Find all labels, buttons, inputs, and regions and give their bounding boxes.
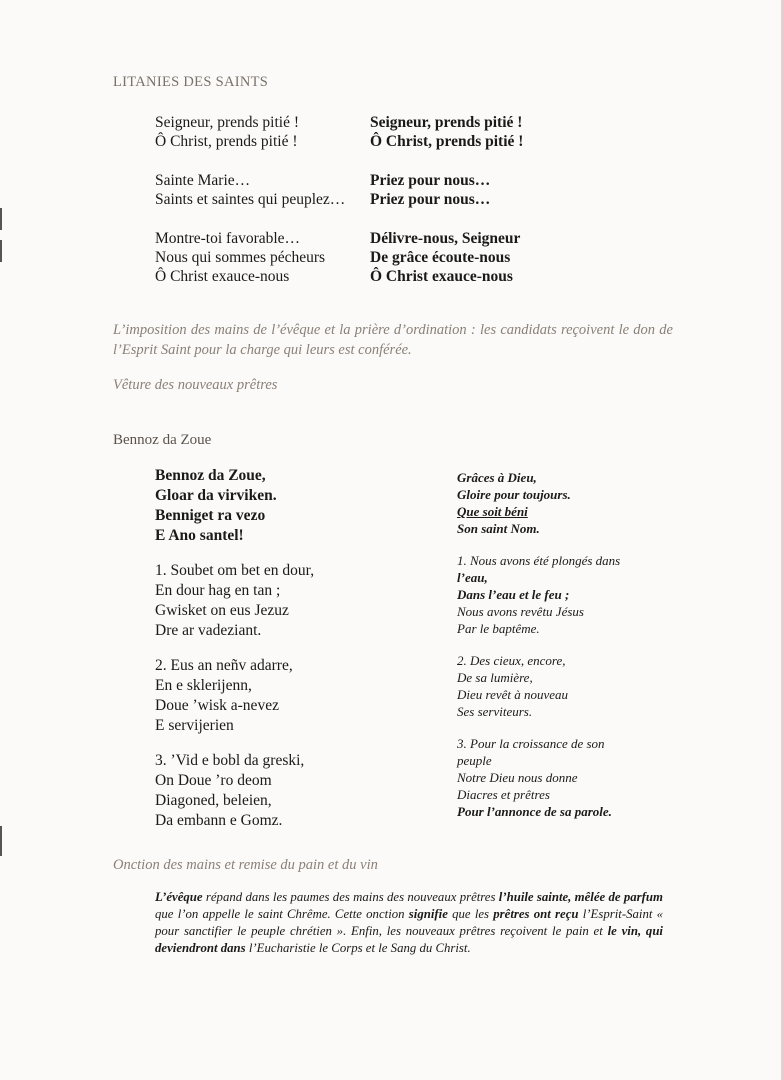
verse-line: En e sklerijenn, [155,677,252,694]
french-verse-2 [457,652,657,720]
text-bold: signifie [408,907,448,921]
text-bold: prêtres ont reçu [493,907,579,921]
verse-line: Benniget ra vezo [155,507,266,524]
text: l’Esprit-Saint « pour sanctifier le peuple chrétien ». Enfin, les nouveaux prêtres reçoivent le pain et [155,907,664,938]
invocation: Ô Christ, prends pitié ! [155,133,298,150]
french-refrain [457,469,657,537]
verse-line: Son saint Nom. [457,521,540,536]
verse-line: Pour l’annonce de sa parole. [457,804,612,819]
scan-mark [0,826,2,856]
verse-line: Grâces à Dieu, [457,470,537,485]
litany-responses [155,113,615,306]
verse-line: 3. ’Vid e bobl da greski, [155,752,305,769]
text-bold: L’évêque [155,890,203,904]
rubric-imposition: L’imposition des mains de l’évêque et la prière d’ordination : les candidats reçoivent le don de l’Esprit Saint pour la charge qui leurs est conférée. [113,322,673,358]
hymn-title: Bennoz da Zoue [113,432,212,448]
anointing-paragraph [155,889,663,957]
rubric-veture: Vêture des nouveaux prêtres [113,377,278,393]
litany-row [155,248,615,267]
invocation: Sainte Marie… [155,172,251,189]
verse-line: Diacres et prêtres [457,787,550,802]
french-column [457,469,657,835]
verse-line: Doue ’wisk a-nevez [155,697,279,714]
response: De grâce écoute-nous [370,249,511,266]
litany-row [155,113,615,132]
text: que l’on appelle le saint Chrême. Cette onction [155,907,409,921]
invocation: Montre-toi favorable… [155,230,301,247]
litany-row [155,229,615,248]
litany-row [155,132,615,151]
page-title: LITANIES DES SAINTS [113,74,269,90]
verse-line: Ses serviteurs. [457,704,533,719]
text: répand dans les paumes des mains des nouveaux prêtres [202,890,499,904]
verse-line: 2. Des cieux, encore, [457,653,566,668]
verse-line: l’eau, [457,570,488,585]
verse-line: Gloar da virviken. [155,487,277,504]
litany-row [155,267,615,286]
breton-verse-3 [155,751,415,831]
verse-line: Notre Dieu nous donne [457,770,578,785]
verse-line: Dans l’eau et le feu ; [457,587,570,602]
breton-column [155,466,415,846]
verse-line: Gloire pour toujours. [457,487,571,502]
verse-line: Gwisket on eus Jezuz [155,602,289,619]
verse-line: E Ano santel! [155,527,244,544]
verse-line: De sa lumière, [457,670,533,685]
invocation: Seigneur, prends pitié ! [155,114,300,131]
litany-row [155,171,615,190]
response: Priez pour nous… [370,172,491,189]
breton-verse-1 [155,561,415,641]
verse-line: Dieu revêt à nouveau [457,687,569,702]
litany-block [155,113,615,151]
verse-line: E servijerien [155,717,234,734]
response: Ô Christ, prends pitié ! [370,133,524,150]
verse-line: Que soit béni [457,504,528,519]
verse-line: Bennoz da Zoue, [155,467,266,484]
litany-block [155,229,615,286]
verse-line: En dour hag en tan ; [155,582,281,599]
french-verse-1 [457,552,657,637]
response: Délivre-nous, Seigneur [370,230,521,247]
response: Seigneur, prends pitié ! [370,114,523,131]
verse-line: Da embann e Gomz. [155,812,283,829]
text: que les [447,907,494,921]
text-bold: le vin, qui deviendront dans [155,924,663,955]
verse-line: Diagoned, beleien, [155,792,272,809]
response: Priez pour nous… [370,191,491,208]
verse-line: 1. Soubet om bet en dour, [155,562,315,579]
rubric-onction: Onction des mains et remise du pain et du vin [113,857,378,873]
verse-line: Dre ar vadeziant. [155,622,262,639]
verse-line: Nous avons revêtu Jésus [457,604,584,619]
text: l’Eucharistie le Corps et le Sang du Christ. [245,941,471,955]
verse-line: Par le baptême. [457,621,540,636]
invocation: Ô Christ exauce-nous [155,268,290,285]
scan-mark [0,240,2,262]
litany-row [155,190,615,209]
text-bold: l’huile sainte, mêlée de parfum [498,890,663,904]
invocation: Nous qui sommes pécheurs [155,249,326,266]
breton-refrain [155,466,415,546]
breton-verse-2 [155,656,415,736]
verse-line: 1. Nous avons été plongés dans [457,553,621,568]
verse-line: 3. Pour la croissance de son [457,736,605,751]
verse-line: On Doue ’ro deom [155,772,272,789]
verse-line: 2. Eus an neñv adarre, [155,657,293,674]
verse-line: peuple [457,753,492,768]
french-verse-3 [457,735,657,820]
scan-mark [0,208,2,230]
litany-block [155,171,615,209]
invocation: Saints et saintes qui peuplez… [155,191,346,208]
response: Ô Christ exauce-nous [370,268,513,285]
